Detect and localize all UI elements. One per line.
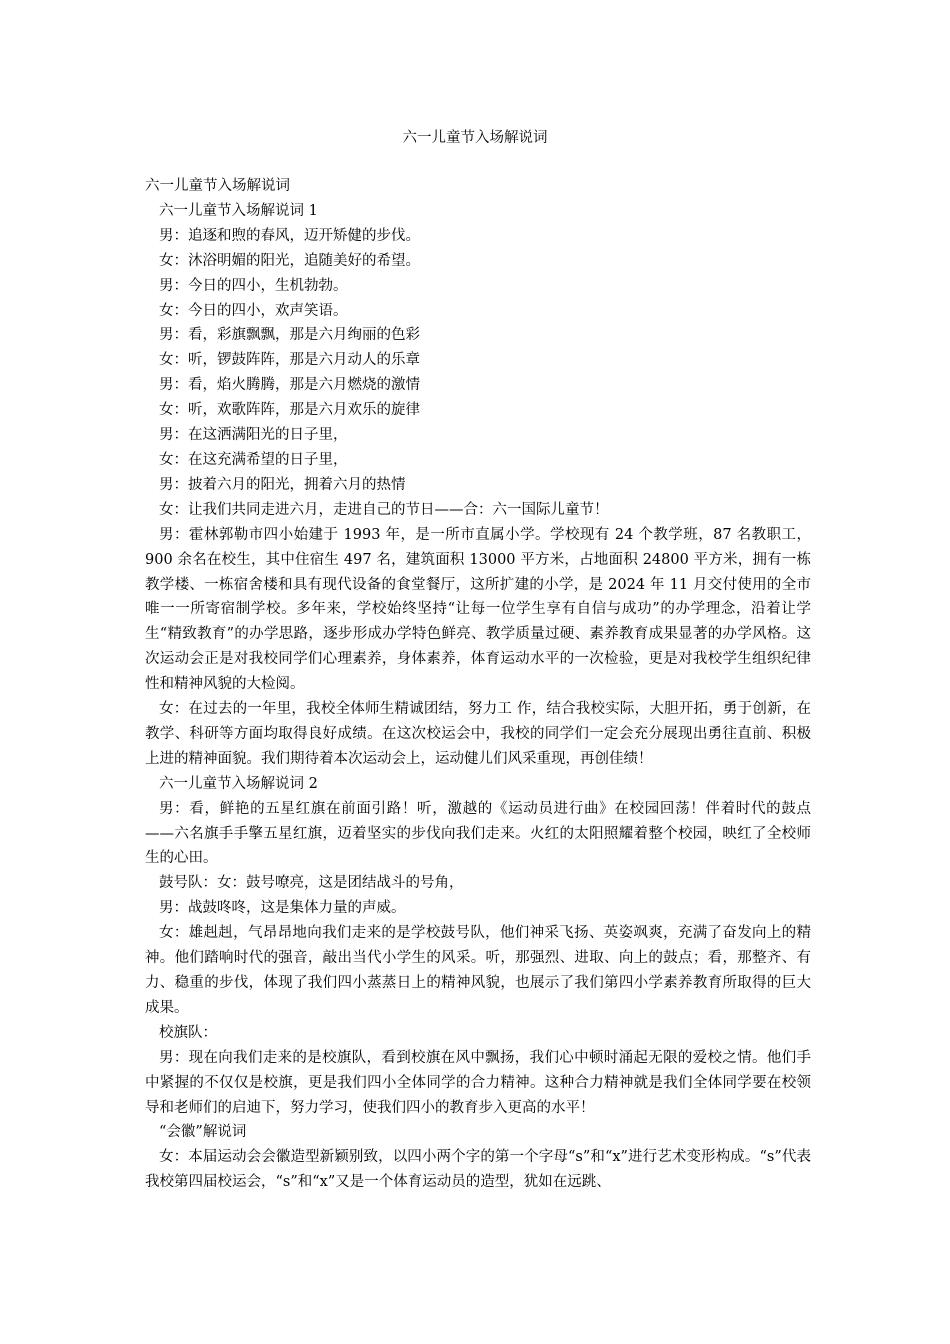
paragraph: 男：看，焰火腾腾，那是六月燃烧的激情 (159, 377, 420, 394)
paragraph: 女：听，锣鼓阵阵，那是六月动人的乐章 (159, 352, 420, 369)
document-body (145, 174, 811, 1195)
paragraph: 男：看，彩旗飘飘，那是六月绚丽的色彩 (159, 327, 420, 344)
paragraph: 女：在过去的一年里，我校全体师生精诚团结，努力工 作，结合我校实际，大胆开拓，勇于创新，在教学、科研等方面均取得良好成绩。在这次校运会中，我校的同学们一定会充分展现出勇往直前、积极上进的精神面貌。我们期待着本次运动会上，运动健儿们风采重现，再创佳绩！ (145, 701, 811, 767)
paragraph: 女：让我们共同走进六月，走进自己的节日——合：六一国际儿童节！ (159, 501, 609, 518)
paragraph: 六一儿童节入场解说词 1 (159, 202, 318, 219)
document-title: 六一儿童节入场解说词 (402, 130, 548, 146)
paragraph: 男：现在向我们走来的是校旗队，看到校旗在风中飘扬，我们心中顿时涌起无限的爱校之情。他们手中紧握的不仅仅是校旗，更是我们四小全体同学的合力精神。这种合力精神就是我们全体同学要在校领导和老师们的启迪下，努力学习，使我们四小的教育步入更高的水平！ (145, 1049, 811, 1116)
paragraph: 男：霍林郭勒市四小始建于 1993 年，是一所市直属小学。学校现有 24 个教学班，87 名教职工，900 余名在校生，其中住宿生 497 名，建筑面积 13000 平方米，占地面积 24800 平方米，拥有一栋教学楼、一栋宿舍楼和具有现代设备的食堂餐厅，这所扩建的小学，是 2024 年 11 月交付使用的全市唯一一所寄宿制学校。多年来，学校始终坚持“让每一位学生享有自信与成功”的办学理念，沿着让学生“精致教育”的办学思路，逐步形成办学特色鲜亮、教学质量过硬、素养教育成果显著的办学风格。这次运动会正是对我校同学们心理素养，身体素养，体育运动水平的一次检验，更是对我校学生组织纪律性和精神风貌的大检阅。 (145, 526, 811, 693)
paragraph: 男：战鼓咚咚，这是集体力量的声威。 (159, 900, 406, 917)
paragraph: 六一儿童节入场解说词 2 (159, 775, 318, 792)
paragraph: 女：听，欢歌阵阵，那是六月欢乐的旋律 (159, 402, 420, 419)
paragraph: “会徽”解说词 (159, 1124, 247, 1141)
paragraph: 男：在这洒满阳光的日子里， (159, 427, 348, 444)
paragraph: 鼓号队：女：鼓号嘹亮，这是团结战斗的号角， (159, 875, 464, 892)
paragraph: 女：沐浴明媚的阳光，追随美好的希望。 (159, 252, 420, 269)
paragraph: 男：披着六月的阳光，拥着六月的热情 (159, 476, 406, 493)
paragraph: 六一儿童节入场解说词 (145, 178, 290, 194)
paragraph: 男：追逐和煦的春风，迈开矫健的步伐。 (159, 227, 420, 244)
paragraph: 男：今日的四小，生机勃勃。 (159, 277, 348, 294)
paragraph: 校旗队： (159, 1024, 217, 1041)
paragraph: 女：今日的四小，欢声笑语。 (159, 302, 348, 319)
paragraph: 女：在这充满希望的日子里， (159, 451, 348, 468)
paragraph: 女：雄赳赳，气昂昂地向我们走来的是学校鼓号队，他们神采飞扬、英姿飒爽，充满了奋发向上的精神。他们踏响时代的强音，敲出当代小学生的风采。听，那强烈、进取、向上的鼓点；看，那整齐、有力、稳重的步伐，体现了我们四小蒸蒸日上的精神风貌，也展示了我们第四小学素养教育所取得的巨大成果。 (145, 925, 811, 1016)
paragraph: 男：看，鲜艳的五星红旗在前面引路！听，激越的《运动员进行曲》在校园回荡！伴着时代的鼓点——六名旗手手擎五星红旗，迈着坚实的步伐向我们走来。火红的太阳照耀着整个校园，映红了全校师生的心田。 (145, 800, 811, 867)
paragraph: 女：本届运动会会徽造型新颖别致，以四小两个字的第一个字母“s”和“x”进行艺术变形构成。“s”代表我校第四届校运会，“s”和“x”又是一个体育运动员的造型，犹如在远跳、 (145, 1149, 811, 1191)
